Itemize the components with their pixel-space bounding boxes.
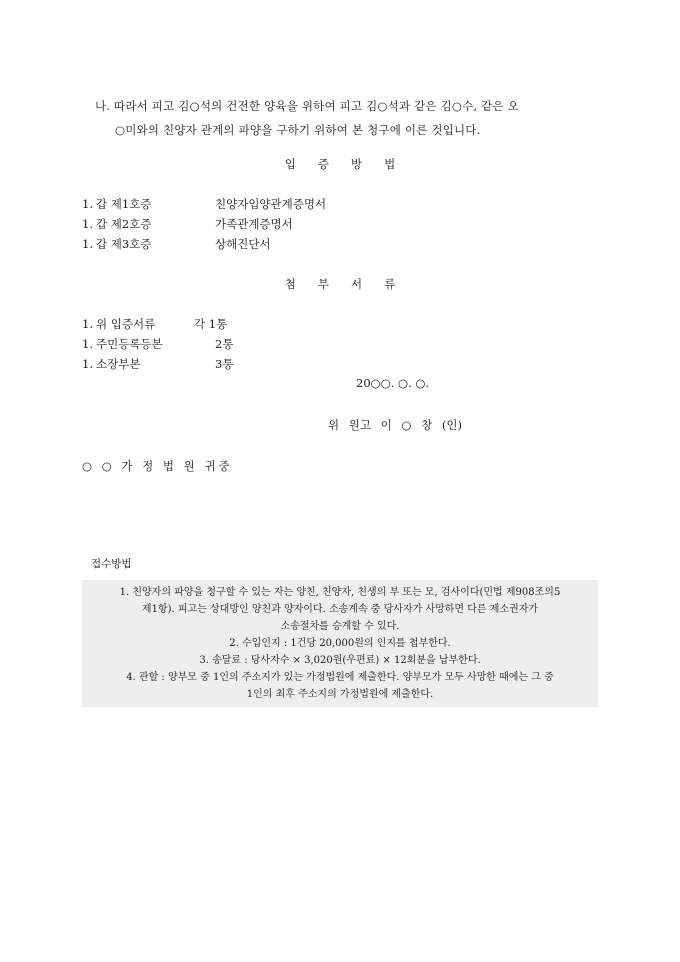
notice-title: 접수방법: [91, 558, 132, 570]
court-addressee: ○ ○ 가 정 법 원 귀중: [82, 459, 233, 473]
evidence-heading-char: 입: [284, 157, 296, 171]
item-name: 주민등록등본: [96, 337, 163, 351]
plaintiff-signature: 위 원고 이 ○ 창 (인): [328, 418, 462, 432]
item-value: 친양자입양관계증명서: [215, 197, 327, 211]
item-number: 1.: [82, 217, 93, 231]
notice-line: 소송절차를 승계할 수 있다.: [280, 621, 400, 632]
attachment-item: [82, 334, 234, 354]
item-number: 1.: [82, 237, 93, 251]
evidence-heading: [0, 156, 680, 172]
attachments-heading-char: 서: [351, 277, 363, 291]
paragraph-line-2: ○미와의 친양자 관계의 파양을 구하기 위하여 본 청구에 이른 것입니다.: [115, 123, 481, 137]
item-name: 갑 제2호증: [96, 217, 152, 231]
item-number: 1.: [82, 357, 93, 371]
evidence-item: [82, 234, 271, 254]
item-quantity: 2통: [215, 337, 234, 351]
evidence-heading-char: 증: [317, 157, 329, 171]
evidence-heading-char: 법: [384, 157, 396, 171]
item-name: 갑 제3호증: [96, 237, 152, 251]
attachments-heading: [0, 276, 680, 292]
attachments-heading-char: 류: [384, 277, 396, 291]
notice-line: 3. 송달료 : 당사자수 × 3,020원(우편료) × 12회분을 납부한다.: [199, 655, 481, 666]
attachments-heading-char: 부: [317, 277, 329, 291]
item-number: 1.: [82, 337, 93, 351]
attachment-item: [82, 314, 228, 334]
evidence-item: [82, 194, 327, 214]
attachment-item: [82, 354, 234, 374]
notice-line: 제1항). 피고는 상대방인 양친과 양자이다. 소송계속 중 당사자가 사망하면 다른 제소권자가: [141, 604, 539, 615]
filing-date: 20○○. ○. ○.: [356, 376, 430, 390]
item-name: 갑 제1호증: [96, 197, 152, 211]
item-number: 1.: [82, 317, 93, 331]
evidence-item: [82, 214, 293, 234]
item-value: 상해진단서: [215, 237, 271, 251]
notice-line: 2. 수입인지 : 1건당 20,000원의 인지를 첩부한다.: [229, 638, 451, 649]
notice-line: 1. 친양자의 파양을 청구할 수 있는 자는 양친, 친양자, 친생의 부 또는 모, 검사이다(민법 제908조의5: [119, 587, 561, 598]
filing-notice-box: [82, 580, 598, 707]
paragraph-line-1: 나. 따라서 피고 김○석의 건전한 양육을 위하여 피고 김○석과 같은 김○수, 같은 오: [95, 99, 519, 113]
attachments-list: [82, 314, 234, 374]
attachments-heading-char: 첨: [284, 277, 296, 291]
item-quantity: 3통: [215, 357, 234, 371]
claim-paragraph: [95, 94, 610, 142]
item-name: 소장부본: [96, 357, 141, 371]
item-quantity: 각 1통: [194, 317, 228, 331]
item-name: 위 입증서류: [96, 317, 156, 331]
item-value: 가족관계증명서: [215, 217, 293, 231]
item-number: 1.: [82, 197, 93, 211]
evidence-list: [82, 194, 327, 254]
evidence-heading-char: 방: [351, 157, 363, 171]
notice-line: 4. 관할 : 양부모 중 1인의 주소지가 있는 가정법원에 제출한다. 양부모가 모두 사망한 때에는 그 중: [126, 672, 554, 683]
notice-line: 1인의 최후 주소지의 가정법원에 제출한다.: [246, 689, 434, 700]
